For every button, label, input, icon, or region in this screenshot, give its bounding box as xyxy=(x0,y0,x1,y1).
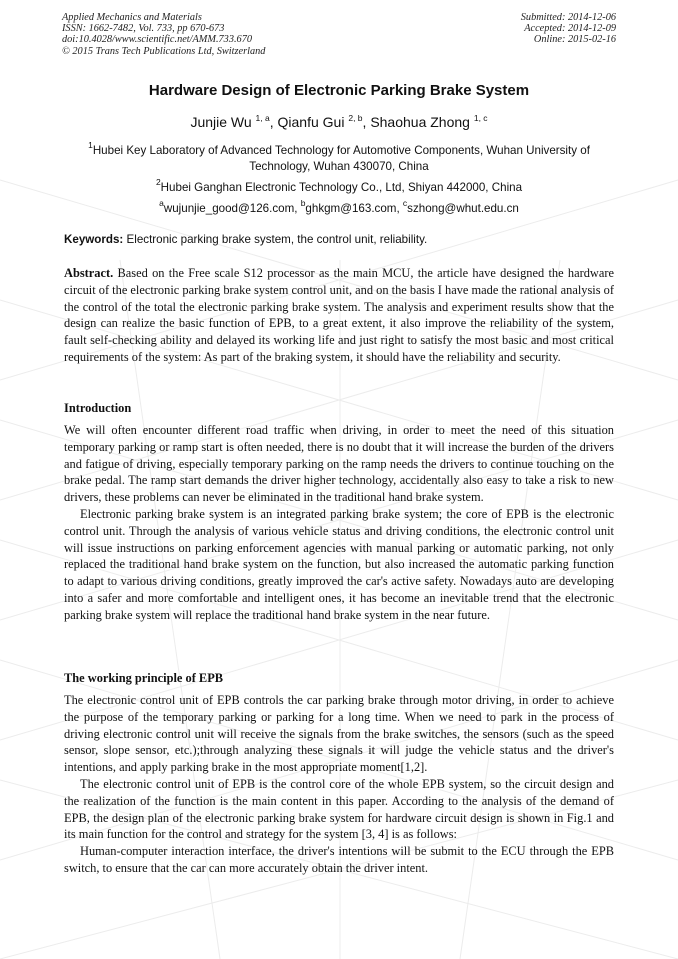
introduction-body xyxy=(64,422,614,624)
keywords xyxy=(64,233,616,246)
journal-name: Applied Mechanics and Materials xyxy=(62,12,202,23)
affiliation-marker: 1 xyxy=(88,140,93,150)
email-link[interactable]: ghkgm@163.com xyxy=(305,202,397,215)
abstract xyxy=(64,265,614,366)
paragraph: Human-computer interaction interface, the driver's intentions will be submit to the ECU through the EPB switch, to ensure that the car can more accurately obtain the driver intent. xyxy=(64,844,614,875)
author-name: Qianfu Gui xyxy=(277,114,345,130)
journal-header-right xyxy=(521,12,616,46)
keywords-label: Keywords: xyxy=(64,233,124,246)
affiliation-1 xyxy=(62,138,616,174)
paper-title: Hardware Design of Electronic Parking Brake System xyxy=(148,82,530,99)
affiliation-marker: 2 xyxy=(155,177,161,187)
section-heading-working-principle: The working principle of EPB xyxy=(64,671,224,685)
email-marker: a xyxy=(159,198,164,208)
section-heading-introduction: Introduction xyxy=(64,401,132,415)
doi[interactable]: doi:10.4028/www.scientific.net/AMM.733.670 xyxy=(62,34,252,46)
copyright: © 2015 Trans Tech Publications Ltd, Switzerland xyxy=(62,45,266,57)
email-marker: c xyxy=(402,198,408,208)
author-list: Junjie Wu $^{1, a}$, Qianfu Gui $^{2, b}$, Shaohua Zhong $^{1, c}$ xyxy=(190,113,488,130)
email-link[interactable]: szhong@whut.edu.cn xyxy=(407,202,519,215)
author-superscript: 1, c xyxy=(473,113,488,123)
author-superscript: 2, b xyxy=(348,113,363,123)
email-marker: b xyxy=(300,198,306,208)
paragraph: We will often encounter different road traffic when driving, in order to meet the need of this situation temporary parking or ramp start is often needed, there is no doubt that it will increase the burden of the drivers and fatigue of driving, especially temporary parking on the ramp needs the drivers to continue touching on the brake pedal. The ramp start demands the driver higher technology, accidentally also easy to take a risk to new drivers, these problems can never be eliminated in the traditional hand brake system. xyxy=(64,423,614,505)
author-name: Junjie Wu xyxy=(190,114,252,130)
author-superscript: 1, a xyxy=(255,113,270,123)
accepted-date: Accepted: 2014-12-09 xyxy=(524,23,616,35)
paragraph: Electronic parking brake system is an integrated parking brake system; the core of EPB is the electronic control unit. Through the analysis of various vehicle status and driving conditions, the electronic control unit will issue instructions on parking enforcement agencies with manual parking or automatic parking, not only replaced the traditional hand brake system on the function, but also increased the automatic parking function to adapt to various driving conditions, greatly improved the car's active safety. Nowadays auto are developing into a safer and more comfortable and intelligent ones, it has become an inevitable trend that the electronic parking brake system will replace the traditional hand brake system in the near future. xyxy=(64,506,614,622)
author-name: Shaohua Zhong xyxy=(370,114,470,130)
journal-header-left xyxy=(62,12,265,57)
affiliation-text: Hubei Key Laboratory of Advanced Technology for Automotive Components, Wuhan University of Technology, Wuhan 430070, China xyxy=(92,144,590,173)
affiliation-2 xyxy=(62,175,616,196)
keywords-text: Electronic parking brake system, the control unit, reliability. xyxy=(126,233,428,246)
submitted-date: Submitted: 2014-12-06 xyxy=(520,12,616,23)
working-principle-body xyxy=(64,692,614,877)
abstract-text: Based on the Free scale S12 processor as the main MCU, the article have designed the hardware circuit of the electronic parking brake system control unit, and on the basis I have made the rational analysis of the control of the total the electronic parking brake system. The analysis and experiment results show that the design can realize the basic function of EPB, to a great extent, it also improve the reliability of the system, fault self-checking ability and delayed its working life and just right to satisfy the most basic and most critical requirements of the system: As part of the braking system, it should have the reliability and security. xyxy=(64,266,614,364)
affiliation-text: Hubei Ganghan Electronic Technology Co., Ltd, Shiyan 442000, China xyxy=(160,181,523,194)
issn: ISSN: 1662-7482, Vol. 733, pp 670-673 xyxy=(62,23,225,35)
email-list: $^a$wujunjie_good@126.com, $^b$ghkgm@163.com, $^c$szhong@whut.edu.cn xyxy=(159,198,519,215)
paragraph: The electronic control unit of EPB controls the car parking brake through motor driving, in order to achieve the purpose of the temporary parking or parking for a long time. When we need to park in the process of driving electronic control unit will receive the signals from the brake switches, the sensors (such as the speed sensor, slope sensor, etc.);through analyzing these signals it will judge the vehicle status and the driver's intentions, and apply parking brake in the most appropriate moment[1,2]. xyxy=(64,693,614,775)
email-link[interactable]: wujunjie_good@126.com xyxy=(163,202,295,215)
paragraph: The electronic control unit of EPB is the control core of the whole EPB system, so the circuit design and the realization of the function is the main content in this paper. According to the analysis of the demand of EPB, the design plan of the electronic parking brake system for hardware circuit design is shown in Fig.1 and its main function for the control and strategy for the system [3, 4] is as follows: xyxy=(64,776,614,842)
online-date: Online: 2015-02-16 xyxy=(533,34,616,46)
abstract-label: Abstract. xyxy=(64,266,114,280)
